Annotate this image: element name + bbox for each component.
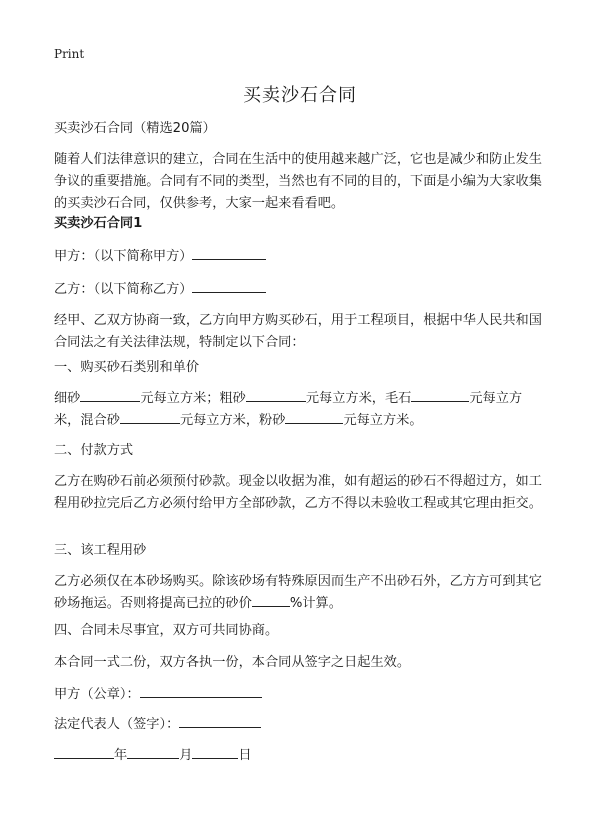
- representative-line: [54, 714, 550, 736]
- party-b-label: 乙方：（以下简称乙方）: [54, 282, 193, 297]
- clause-3-heading: 三、该工程用砂: [54, 543, 147, 558]
- party-a-label: 甲方：（以下简称甲方）: [54, 249, 193, 264]
- year-blank: [54, 745, 114, 759]
- month-label: 月: [179, 748, 193, 763]
- fine-sand-label: 细砂: [54, 391, 81, 406]
- representative-label: 法定代表人（签字）：: [54, 717, 180, 732]
- party-b-line: [54, 279, 550, 301]
- intro-paragraph: 随着人们法律意识的建立，合同在生活中的使用越来越广泛，它也是减少和防止发生争议的重要措施。合同有不同的类型，当然也有不同的目的，下面是小编为大家收集的买卖沙石合同，仅供参考，大家一起来看看吧。: [54, 152, 542, 211]
- fine-sand-blank: [80, 388, 140, 402]
- mixed-sand-blank: [120, 410, 180, 424]
- section-heading: 买卖沙石合同1: [54, 216, 143, 231]
- percent-label: %计算。: [289, 596, 342, 611]
- day-label: 日: [238, 748, 252, 763]
- price-increase-blank: [252, 593, 290, 607]
- document-title: 买卖沙石合同: [243, 85, 357, 106]
- representative-blank: [179, 714, 261, 728]
- seal-label: 甲方（公章）：: [54, 687, 140, 702]
- silt-unit-label: 元每立方米。: [343, 413, 423, 428]
- rubble-label: 元每立方米，毛石: [305, 391, 412, 406]
- seal-line: [54, 684, 550, 706]
- coarse-sand-blank: [246, 388, 306, 402]
- seal-blank: [140, 684, 262, 698]
- sand-source-text: 乙方必须仅在本砂场购买。除该砂场有特殊原因而生产不出砂石外，乙方方可到其它砂场拖运。否则将提高已拉的砂价: [54, 574, 542, 611]
- party-a-line: [54, 246, 550, 268]
- month-blank: [127, 745, 179, 759]
- copies-paragraph: 本合同一式二份，双方各执一份，本合同从签字之日起生效。: [54, 655, 411, 670]
- party-b-blank: [192, 279, 266, 293]
- payment-paragraph: 乙方在购砂石前必须预付砂款。现金以收据为准，如有超运的砂石不得超过方，如工程用砂拉完后乙方必须付给甲方全部砂款，乙方不得以未验收工程或其它理由拒交。: [54, 474, 542, 511]
- preamble-paragraph: 经甲、乙双方协商一致，乙方向甲方购买砂石，用于工程项目，根据中华人民共和国合同法之有关法律法规，特制定以下合同：: [54, 313, 542, 350]
- party-a-blank: [192, 246, 266, 260]
- year-label: 年: [114, 748, 128, 763]
- sand-source-paragraph: [54, 571, 550, 615]
- clause-2-heading: 二、付款方式: [54, 443, 134, 458]
- document-subtitle: 买卖沙石合同（精选20篇）: [54, 121, 216, 136]
- price-line-1: [54, 388, 550, 410]
- rubble-blank: [411, 388, 469, 402]
- clause-4-heading: 四、合同未尽事宜，双方可共同协商。: [54, 623, 279, 638]
- date-line: [54, 745, 550, 767]
- rubble-unit-label: 元每立方: [469, 391, 523, 406]
- price-line-2: [54, 410, 550, 432]
- mixed-sand-label: 米，混合砂: [54, 413, 120, 428]
- clause-1-heading: 一、购买砂石类别和单价: [54, 360, 200, 375]
- silt-blank: [285, 410, 343, 424]
- day-blank: [192, 745, 238, 759]
- coarse-sand-label: 元每立方米；粗砂: [140, 391, 246, 406]
- print-link[interactable]: Print: [54, 47, 85, 61]
- silt-label: 元每立方米，粉砂: [179, 413, 286, 428]
